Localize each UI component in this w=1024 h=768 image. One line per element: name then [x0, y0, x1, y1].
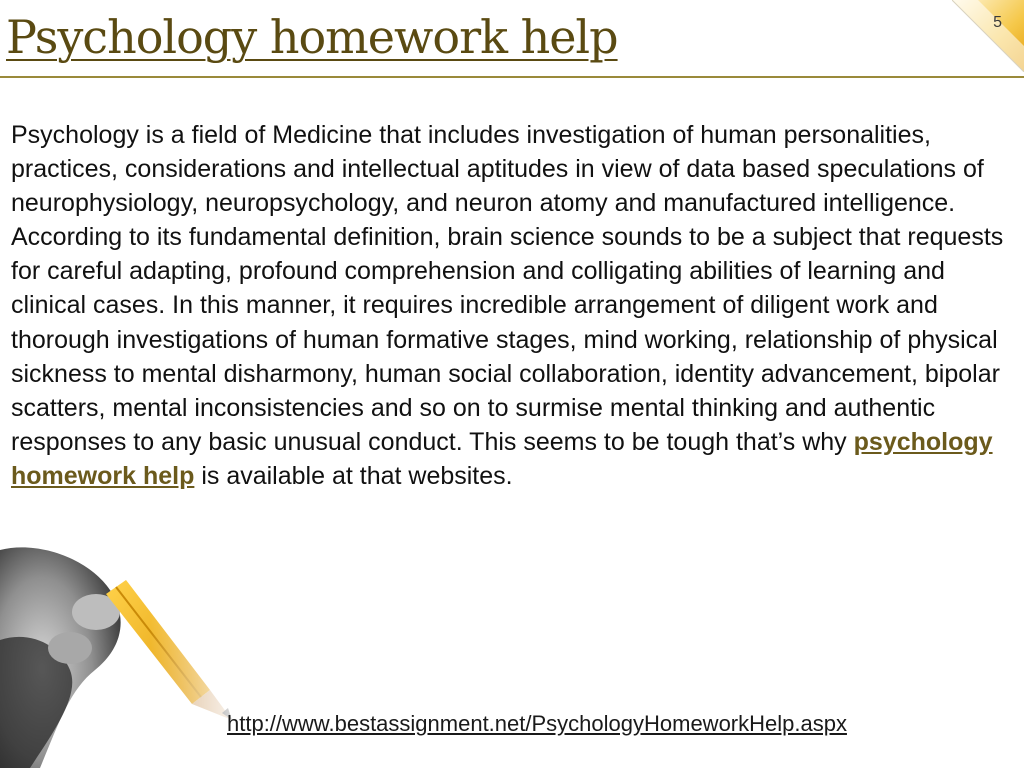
body-paragraph	[11, 118, 1017, 493]
page-curl-corner	[952, 0, 1024, 72]
hand-pencil-image	[0, 520, 250, 768]
body-text-end: is available at that websites.	[194, 461, 513, 490]
footer-url-link[interactable]: http://www.bestassignment.net/PsychologyHomeworkHelp.aspx	[227, 711, 847, 736]
page-number: 5	[993, 14, 1002, 31]
title-divider	[0, 76, 1024, 78]
body-text: Psychology is a field of Medicine that includes investigation of human personalities, practices, considerations and intellectual aptitudes in view of data based speculations of neurophysiology, neuropsychology, and neuron atomy and manufactured intelligence. According to its fundamental definition, brain science sounds to be a subject that requests for careful adapting, profound comprehension and colligating abilities of learning and clinical cases. In this manner, it requires incredible arrangement of diligent work and thorough investigations of human formative stages, mind working, relationship of physical sickness to mental disharmony, human social collaboration, identity advancement, bipolar scatters, mental inconsistencies and so on to surmise mental thinking and authentic responses to any basic unusual conduct. This seems to be tough that’s why	[11, 121, 1004, 456]
psychology-homework-help-link[interactable]: psychology homework help	[11, 427, 993, 490]
slide-title: Psychology homework help	[6, 10, 618, 64]
